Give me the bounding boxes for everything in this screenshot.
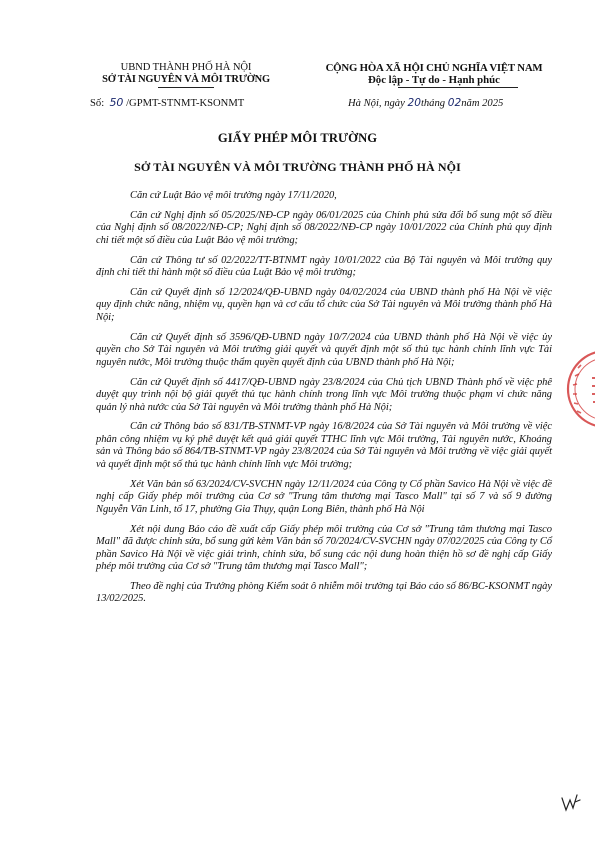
document-body: [96, 190, 552, 613]
document-number-handwritten: 50: [109, 96, 124, 109]
issue-date-day: 20: [407, 97, 421, 109]
issue-date-month: 02: [447, 97, 462, 109]
motto-underline: [398, 87, 518, 88]
country-name: CỘNG HÒA XÃ HỘI CHỦ NGHĨA VIỆT NAM: [325, 62, 543, 74]
legal-basis-paragraph: Căn cứ Quyết định số 4417/QĐ-UBND ngày 23/8/2024 của Chủ tịch UBND Thành phố về việc phê duyệt quy trình nội bộ giải quyết thủ tục hành chính trong lĩnh vực Môi trường thuộc phạm vi chức năng quản lý nhà nước của Sở Tài nguyên và Môi trường thành phố Hà Nội;: [96, 376, 552, 413]
issue-date-month-word: tháng: [420, 98, 446, 109]
legal-basis-paragraph: Căn cứ Quyết định số 3596/QĐ-UBND ngày 10/7/2024 của UBND thành phố Hà Nội về việc ủy quyền cho Sở Tài nguyên và Môi trường giải quyết và quyết định một số thủ tục hành chính lĩnh vực Tài nguyên nước, Môi trường thuộc thẩm quyền quyết định của UBND thành phố Hà Nội;: [96, 331, 552, 368]
issuing-authority-department: SỞ TÀI NGUYÊN VÀ MÔI TRƯỜNG: [102, 74, 270, 85]
document-subtitle: SỞ TÀI NGUYÊN VÀ MÔI TRƯỜNG THÀNH PHỐ HÀ NỘI: [134, 160, 461, 174]
consideration-paragraph: Xét nội dung Báo cáo đề xuất cấp Giấy phép môi trường của Cơ sở "Trung tâm thương mại Tasco Mall" đã được chỉnh sửa, bổ sung gửi kèm Văn bản số 70/2024/CV-SVCHN ngày 07/02/2025 của Công ty Cổ phần Savico Hà Nội về việc giải trình, chỉnh sửa, bổ sung các nội dung hoàn thiện hồ sơ đề nghị cấp Giấy phép môi trường của Cơ sở "Trung tâm thương mại Tasco Mall";: [96, 523, 552, 573]
document-number: [90, 97, 244, 110]
authority-underline: [158, 87, 214, 88]
issue-date-place: Hà Nội, ngày: [348, 98, 405, 109]
handwritten-initial-mark: [560, 792, 582, 814]
issue-date-year: năm 2025: [461, 98, 504, 109]
legal-basis-paragraph: Căn cứ Quyết định số 12/2024/QĐ-UBND ngày 04/02/2024 của UBND thành phố Hà Nội về việc quy định chức năng, nhiệm vụ, quyền hạn và cơ cấu tổ chức của Sở Tài nguyên và Môi trường thành phố Hà Nội;: [96, 286, 552, 323]
legal-basis-paragraph: Căn cứ Thông báo số 831/TB-STNMT-VP ngày 16/8/2024 của Sở Tài nguyên và Môi trường về việc phân công nhiệm vụ ký phê duyệt kết quả giải quyết TTHC lĩnh vực Môi trường, Tài nguyên nước, Khoáng sản và Thông báo số 864/TB-STNMT-VP ngày 23/8/2024 của Sở Tài nguyên và Môi trường về việc giải quyết và quyết định một số thủ tục hành chính lĩnh vực Môi trường;: [96, 421, 552, 470]
red-seal-stamp: [562, 348, 595, 430]
legal-basis-paragraph: Căn cứ Nghị định số 05/2025/NĐ-CP ngày 06/01/2025 của Chính phủ sửa đổi bổ sung một số điều của Nghị định số 08/2022/NĐ-CP; Nghị định số 08/2022/NĐ-CP ngày 10/01/2022 của Chính phủ quy định chi tiết một số điều của Luật Bảo vệ môi trường;: [96, 209, 552, 246]
consideration-paragraph: Xét Văn bản số 63/2024/CV-SVCHN ngày 12/11/2024 của Công ty Cổ phần Savico Hà Nội về việc đề nghị cấp Giấy phép môi trường của Cơ sở "Trung tâm thương mại Tasco Mall" tại số 7 và số 9 đường Nguyễn Văn Linh, tổ 17, phường Gia Thụy, quận Long Biên, thành phố Hà Nội: [96, 478, 552, 515]
document-title: GIẤY PHÉP MÔI TRƯỜNG: [217, 131, 378, 145]
legal-basis-paragraph: Căn cứ Luật Bảo vệ môi trường ngày 17/11/2020,: [130, 190, 337, 201]
national-motto-block: [300, 62, 568, 88]
issuing-authority-block: [96, 62, 276, 88]
legal-basis-paragraph: Căn cứ Thông tư số 02/2022/TT-BTNMT ngày 10/01/2022 của Bộ Tài nguyên và Môi trường quy định chi tiết thi hành một số điều của Luật Bảo vệ môi trường;: [96, 254, 552, 279]
document-number-prefix: Số:: [90, 98, 105, 109]
document-number-suffix: /GPMT-STNMT-KSONMT: [126, 98, 245, 109]
proposal-paragraph: Theo đề nghị của Trưởng phòng Kiểm soát ô nhiễm môi trường tại Báo cáo số 86/BC-KSONMT ngày 13/02/2025.: [96, 580, 552, 605]
issue-date: [348, 97, 503, 110]
issuing-authority-city: UBND THÀNH PHỐ HÀ NỘI: [120, 62, 252, 73]
national-motto: Độc lập - Tự do - Hạnh phúc: [368, 74, 500, 86]
